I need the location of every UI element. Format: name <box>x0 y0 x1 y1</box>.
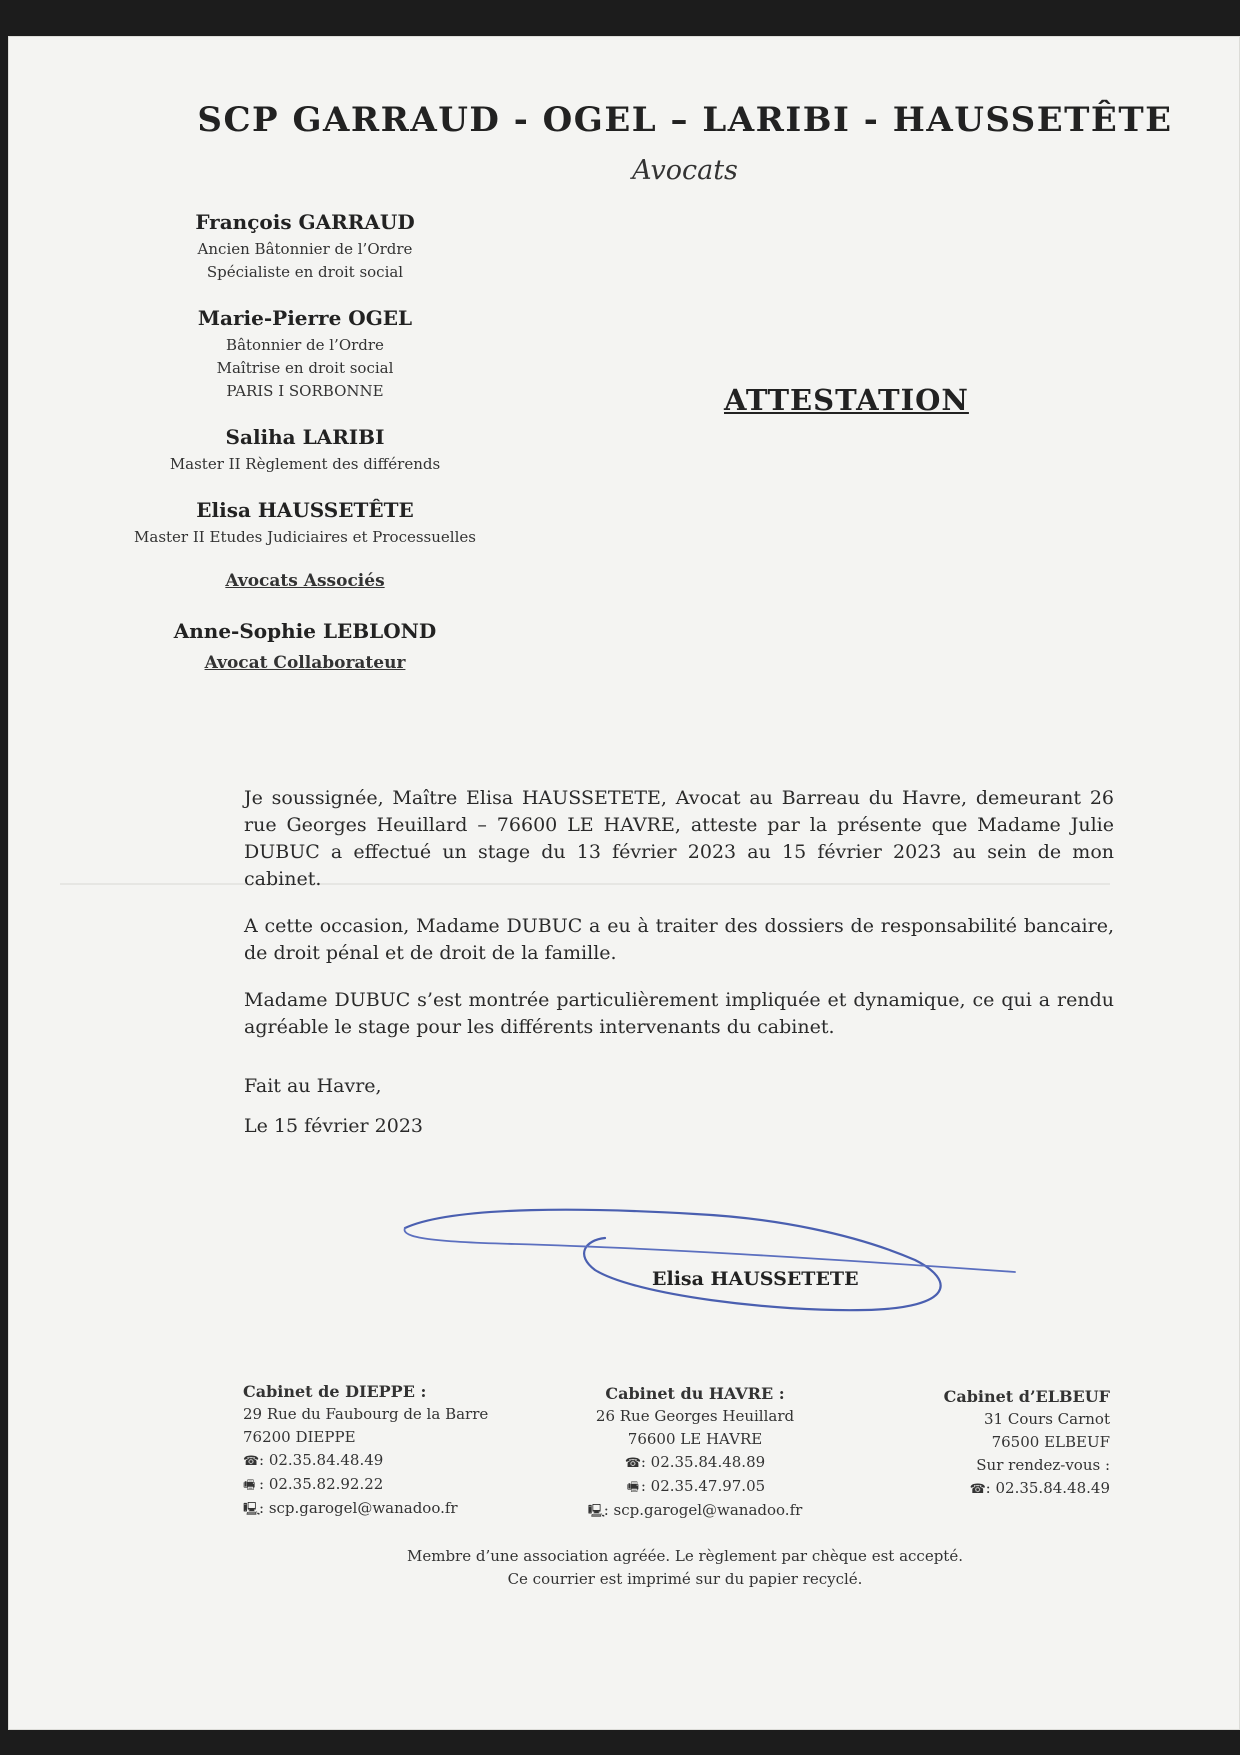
office-email: : scp.garogel@wanadoo.fr <box>603 1501 803 1519</box>
office-phone-row <box>243 1449 488 1473</box>
office-heading: Cabinet de DIEPPE : <box>243 1382 427 1401</box>
office-city: 76500 ELBEUF <box>991 1433 1110 1451</box>
lawyer-name: François GARRAUD <box>195 210 415 234</box>
lawyer-title: Maîtrise en droit social <box>216 359 394 377</box>
office-fax-row <box>243 1473 488 1497</box>
lawyer-name: Saliha LARIBI <box>225 425 385 449</box>
office-street: 31 Cours Carnot <box>984 1410 1110 1428</box>
document-title: ATTESTATION <box>724 383 969 417</box>
handwritten-signature <box>395 1200 1035 1330</box>
firm-subtitle: Avocats <box>632 155 738 186</box>
phone-icon: ☎ <box>243 1454 260 1469</box>
body-paragraph: Madame DUBUC s’est montrée particulièrement impliquée et dynamique, ce qui a rendu agréable le stage pour les différents intervenants du cabinet. <box>244 989 1114 1038</box>
office-heading: Cabinet d’ELBEUF <box>943 1387 1110 1406</box>
office-fax: : 02.35.47.97.05 <box>640 1477 766 1495</box>
office-note: Sur rendez-vous : <box>976 1456 1110 1474</box>
lawyer-title: Master II Règlement des différends <box>169 455 441 473</box>
office-heading: Cabinet du HAVRE : <box>605 1384 785 1403</box>
office-street: 26 Rue Georges Heuillard <box>595 1407 795 1425</box>
lawyer-garraud <box>110 210 500 284</box>
lawyer-laribi <box>110 425 500 476</box>
lawyer-name: Anne-Sophie LEBLOND <box>173 619 437 643</box>
office-city: 76200 DIEPPE <box>243 1428 356 1446</box>
computer-icon: 🖳 <box>587 1504 606 1519</box>
body-paragraph: A cette occasion, Madame DUBUC a eu à traiter des dossiers de responsabilité bancaire, de droit pénal et de droit de la famille. <box>244 915 1114 964</box>
footer-line: Membre d’une association agréée. Le règlement par chèque est accepté. <box>407 1547 963 1565</box>
lawyer-title: Spécialiste en droit social <box>206 263 404 281</box>
office-dieppe <box>243 1380 488 1521</box>
office-email-row <box>243 1497 488 1521</box>
office-phone: : 02.35.84.48.49 <box>985 1479 1110 1497</box>
computer-icon: 🖳 <box>243 1502 261 1517</box>
office-phone: : 02.35.84.48.89 <box>640 1453 766 1471</box>
lawyer-leblond <box>110 619 500 643</box>
attestation-body <box>244 785 1114 1061</box>
fax-icon: 🖷 <box>243 1478 256 1493</box>
office-phone-row <box>570 1451 820 1475</box>
lawyer-ogel <box>110 306 500 403</box>
closing-date: Le 15 février 2023 <box>244 1115 424 1137</box>
lawyer-name: Elisa HAUSSETÊTE <box>196 498 414 522</box>
lawyer-title: Ancien Bâtonnier de l’Ordre <box>197 240 413 258</box>
office-email: : scp.garogel@wanadoo.fr <box>259 1499 458 1517</box>
office-fax-row <box>570 1475 820 1499</box>
office-phone: : 02.35.84.48.49 <box>259 1451 384 1469</box>
firm-name: SCP GARRAUD - OGEL – LARIBI - HAUSSETÊTE <box>197 100 1173 140</box>
closing-block <box>244 1066 423 1146</box>
phone-icon: ☎ <box>624 1456 642 1471</box>
collaborator-label: Avocat Collaborateur <box>204 653 406 673</box>
lawyer-name: Marie-Pierre OGEL <box>197 306 413 330</box>
office-elbeuf <box>940 1385 1110 1501</box>
office-fax: : 02.35.82.92.22 <box>259 1475 384 1493</box>
associates-label: Avocats Associés <box>225 571 385 591</box>
lawyers-column <box>110 210 500 701</box>
signer-name: Elisa HAUSSETETE <box>652 1268 859 1290</box>
office-phone-row <box>940 1477 1110 1501</box>
office-city: 76600 LE HAVRE <box>627 1430 763 1448</box>
phone-icon: ☎ <box>969 1482 986 1497</box>
office-havre <box>570 1382 820 1523</box>
lawyer-title: PARIS I SORBONNE <box>226 382 384 400</box>
lawyer-haussetete <box>110 498 500 549</box>
footer-notice <box>0 1545 1240 1591</box>
office-street: 29 Rue du Faubourg de la Barre <box>243 1405 489 1423</box>
fax-icon: 🖷 <box>626 1480 639 1495</box>
closing-place: Fait au Havre, <box>244 1075 382 1097</box>
lawyer-title: Master II Etudes Judiciaires et Processuelles <box>134 528 476 546</box>
footer-line: Ce courrier est imprimé sur du papier recyclé. <box>507 1570 863 1588</box>
office-email-row <box>570 1499 820 1523</box>
lawyer-title: Bâtonnier de l’Ordre <box>226 336 384 354</box>
body-paragraph: Je soussignée, Maître Elisa HAUSSETETE, Avocat au Barreau du Havre, demeurant 26 rue Georges Heuillard – 76600 LE HAVRE, atteste par la présente que Madame Julie DUBUC a effectué un stage du 13 février 2023 au 15 février 2023 au sein de mon cabinet. <box>244 787 1114 890</box>
